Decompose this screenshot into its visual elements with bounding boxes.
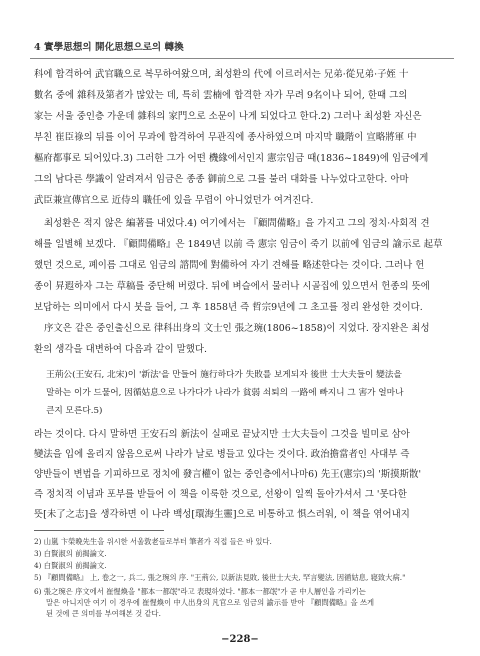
footnote: 2) 山嵐 卞榮晩先生을 위시한 서울敦老들로부터 筆者가 직접 들은 바 있다. bbox=[34, 537, 272, 546]
body-line: 양반들이 변법을 기피하므로 정치에 發言權이 없는 중인층에서나마6) 先王(憲宗)의 '斯摸斯散' bbox=[34, 469, 422, 480]
body-line: 종이 昇遐하자 그는 草稿를 중단해 버렸다. 뒤에 벼슬에서 물러나 시골집에 있으면서 헌종의 뜻에 bbox=[34, 281, 430, 292]
body-line: 환의 생각을 대변하여 다음과 같이 말했다. bbox=[34, 344, 207, 355]
body-line: 武臣兼宣傳官으로 近侍의 職任에 있을 무렵이 아니었던가 여겨진다. bbox=[34, 195, 314, 206]
body-line: 家는 서울 중인층 가운데 雜科의 家門으로 소문이 나게 되었다고 한다.2) 그러나 최성환 자신은 bbox=[34, 111, 422, 122]
footnote: 5) 『顧問備略』 上, 卷之一, 兵二, 張之琬의 序. "王荊公, 以新法見敗, 後世士大夫, 罕言變法, 因循姑息, 寝致大病." bbox=[34, 573, 406, 582]
header-rule bbox=[30, 58, 454, 59]
page-number: −228− bbox=[221, 634, 259, 645]
body-line: 즉 정치적 이념과 포부를 받들어 이 책을 이룩한 것으로, 선왕이 일찍 돌아가셔서 그 '못다한 bbox=[34, 489, 407, 500]
body-line: 뜻[未了之志]을 생각하면 이 나라 백성[環海生靈]으로 비통하고 惧스러워, 이 책을 엮어내지 bbox=[34, 509, 410, 520]
body-line: 했던 것으로, 폐이름 그대로 임금의 諮問에 對備하여 자기 견해를 略述한다는 것이다. 그러나 헌 bbox=[34, 260, 425, 271]
body-line: 그의 남다른 學識이 알려져서 임금은 종종 御前으로 그를 불러 대화를 나누었다고한다. 아마 bbox=[34, 174, 409, 185]
quote-line: 말하는 이가 드물어, 因循姑息으로 나가다가 나라가 貧弱 쇠퇴의 一路에 빠지니 그 害가 얼마나 bbox=[46, 388, 404, 398]
quote-line: 큰지 모른다.5) bbox=[46, 406, 103, 416]
body-line: 序文은 같은 중인출신으로 律科出身의 文士인 張之琬(1806~1858)이 지었다. 장지완은 최성 bbox=[44, 323, 430, 334]
body-line: 數名 중에 雜科及第者가 많았는 데, 특히 雲楠에 합격한 자가 무려 9名이나 되어, 한때 그의 bbox=[34, 90, 408, 101]
body-line: 樞府都事로 되어있다.3) 그러한 그가 어떤 機緣에서인지 憲宗임금 때(1836~1849)에 임금에게 bbox=[34, 153, 429, 164]
footnote-rule bbox=[34, 530, 164, 531]
footnote: 4) 白賢淑의 前揭論文. bbox=[34, 561, 107, 570]
footnote: 3) 白賢淑의 前揭論文. bbox=[34, 549, 107, 558]
running-header: 4 實學思想의 開化思想으로의 轉換 bbox=[34, 42, 184, 53]
body-line: 科에 합격하여 武官職으로 복무하여왔으며, 최성환의 代에 이르러서는 兄弟·從兄弟·子姪 十 bbox=[34, 69, 409, 80]
footnote: 6) 張之琬은 序文에서 崔惺煥을 "都本一都氓"라고 表現하였다. "都本一都氓"가 곧 中人層인을 가리키는 bbox=[34, 587, 366, 596]
quote-line: 王荊公(王安石, 北宋)이 '新法'을 만들어 施行하다가 失敗를 보게되자 後世 士大夫들이 變法을 bbox=[46, 370, 402, 380]
body-line: 變法을 입에 올리지 않음으로써 나라가 날로 병들고 있다는 것이다. 政治擔當者인 사대부 즉 bbox=[34, 449, 410, 460]
footnote: 된 것에 큰 의미를 부여해본 것 같다. bbox=[46, 609, 161, 618]
body-line: 해를 일별해 보겠다. 『顧問備略』은 1849년 以前 즉 憲宗 임금이 죽기 以前에 임금의 諭示로 起草 bbox=[34, 239, 443, 250]
body-line: 최성환은 적지 않은 編著를 내었다.4) 여기에서는 『顧問備略』을 가지고 그의 정치·사회적 견 bbox=[44, 218, 430, 229]
body-line: 부친 崔臣祿의 뒤를 이어 무과에 합격하여 무관직에 종사하였으며 마지막 職階이 宣略將軍 中 bbox=[34, 132, 417, 143]
body-line: 라는 것이다. 다시 말하면 王安石의 新法이 실패로 끝났지만 士大夫들이 그것을 빌미로 삼아 bbox=[34, 429, 410, 440]
body-line: 보답하는 의미에서 다시 붓을 들어, 그 후 1858년 즉 哲宗9년에 그 초고를 정리 완성한 것이다. bbox=[34, 302, 423, 313]
footnote: 말은 아니지만 여기 이 경우에 崔惺煥이 中人出身의 凡官으로 임금의 諭示를 받아 『顧問備略』을 쓰게 bbox=[46, 598, 375, 607]
